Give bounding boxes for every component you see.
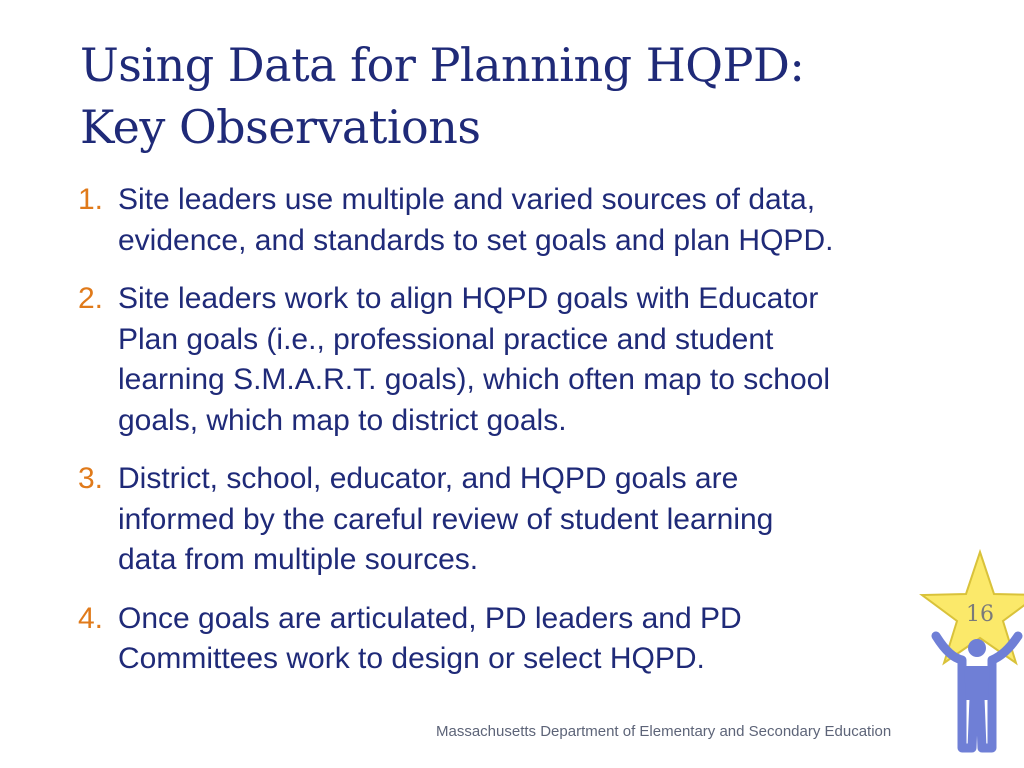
page-number-badge	[918, 548, 1024, 768]
person-reaching-icon	[936, 636, 1018, 748]
slide-title	[80, 34, 940, 158]
list-item-number: 4.	[78, 601, 104, 635]
list-item	[78, 279, 948, 441]
footer-text: Massachusetts Department of Elementary and Secondary Education	[436, 723, 892, 740]
list-item-line: District, school, educator, and HQPD goals are	[118, 462, 739, 495]
star-figure-graphic	[918, 548, 1024, 768]
list-item-line: Once goals are articulated, PD leaders and PD	[118, 601, 742, 635]
slide-title-line-1: Using Data for Planning HQPD:	[80, 38, 805, 92]
list-item-line: Committees work to design or select HQPD.	[118, 642, 705, 675]
list-item-number: 2.	[78, 282, 104, 315]
list-item-number: 1.	[78, 183, 104, 216]
list-item-line: Site leaders work to align HQPD goals with Educator	[118, 282, 819, 315]
page-number: 16	[966, 602, 994, 627]
list-item-line: evidence, and standards to set goals and plan HQPD.	[118, 223, 834, 257]
slide-title-line-2: Key Observations	[80, 100, 481, 154]
list-item-line: Plan goals (i.e., professional practice and student	[118, 322, 774, 356]
observations-list	[78, 180, 948, 698]
list-item	[78, 459, 948, 581]
list-item	[78, 599, 948, 680]
list-item-line: learning S.M.A.R.T. goals), which often map to school	[118, 363, 831, 396]
list-item-line: goals, which map to district goals.	[118, 403, 567, 437]
list-item-line: data from multiple sources.	[118, 543, 479, 576]
list-item-line: Site leaders use multiple and varied sources of data,	[118, 183, 816, 216]
list-item	[78, 180, 948, 261]
list-item-line: informed by the careful review of student learning	[118, 502, 774, 536]
list-item-number: 3.	[78, 462, 104, 495]
